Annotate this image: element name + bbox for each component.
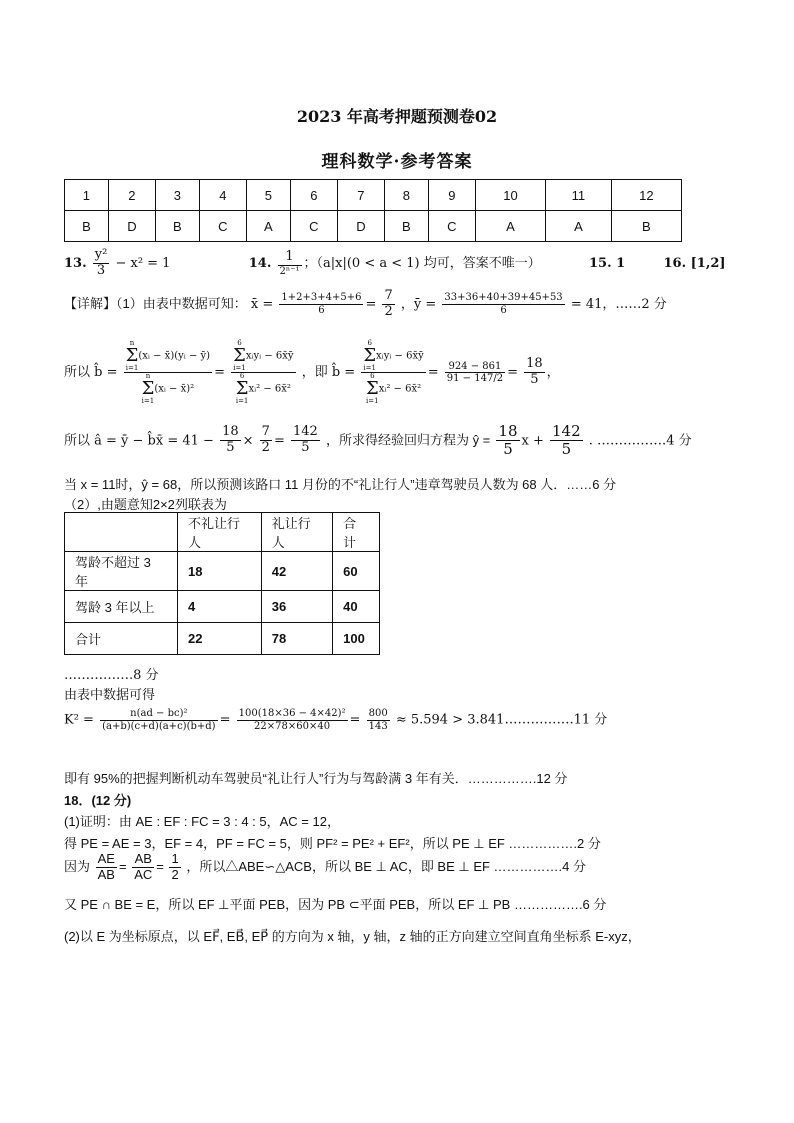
answer-number: 3 — [155, 180, 199, 211]
answer-choice: A — [546, 211, 612, 242]
table-header-cell — [65, 513, 178, 552]
so-label: 所以 — [64, 364, 91, 379]
solution-line-1: 【详解】（1）由表中数据可知： x̄ = $\frac{1+2+3+4+5+6}{6}$ = $\frac{7}{2}$ ，ȳ = $\frac{33+36+40+39+45+53}{6}$ = 41，……2 分 — [64, 288, 667, 319]
q14-label: 14. — [248, 255, 272, 271]
proof-line-3 — [64, 852, 586, 883]
contingency-table — [64, 512, 380, 655]
solution-line-2: 所以 b̂ = n Σ i=1 (xᵢ − x̄)(yᵢ − ȳ) n Σ i=1 (xᵢ − x̄)² = 6 Σ i=1 xᵢyᵢ − 6x̄ȳ 6 Σ i=1 xᵢ² − 6x̄² ，即 b̂ = 6 Σ i=1 xᵢyᵢ − 6x̄ȳ 6 Σ i=1 xᵢ² − 6x̄² = $\frac{924 - 861}{91 - 147/2}$ = $\frac{18}{5}$ ， — [64, 339, 560, 405]
b-fraction-1 — [124, 340, 212, 405]
similar-triangles-text: ，所以△ABE∽△ACB，所以 BE ⊥ AC，即 BE ⊥ EF …………….4 分 — [186, 858, 586, 874]
sigma-sum: 6 Σ i=1 — [235, 372, 249, 405]
table-row — [65, 623, 380, 655]
times: × — [242, 433, 254, 449]
sigma-sum: n Σ i=1 — [125, 339, 139, 372]
xbar-numerator: 1+2+3+4+5+6 — [281, 292, 362, 304]
answer-number: 1 — [65, 180, 109, 211]
k2-label: K² = — [64, 712, 94, 728]
a-frac-1: $\frac{18}{5}$ — [222, 424, 239, 456]
xbar-label: x̄ = — [250, 296, 274, 312]
b-frac2-num: 6 Σ i=1 xᵢyᵢ − 6x̄ȳ — [233, 339, 294, 372]
equals: = — [156, 858, 164, 874]
answer-choice: D — [108, 211, 155, 242]
answer-number: 2 — [108, 180, 155, 211]
comma: ， — [546, 365, 560, 380]
ybar-numerator: 33+36+40+39+45+53 — [444, 292, 563, 304]
answer-number: 6 — [290, 180, 337, 211]
k2-frac-3: $\frac{800}{143}$ — [368, 708, 388, 732]
a-hat-expr: 所以 â = ȳ − b̂x̄ = 41 − — [64, 433, 214, 449]
answer-choice: B — [611, 211, 681, 242]
q13-rest: − x² = 1 — [111, 255, 171, 271]
b-result — [524, 357, 545, 388]
answer-number: 7 — [337, 180, 384, 211]
question-18-label: 18．(12 分) — [64, 793, 132, 808]
ratio-3: $\frac{1}{2}$ — [171, 851, 179, 882]
row-label: 驾龄 3 年以上 — [65, 591, 178, 623]
answer-number: 12 — [611, 180, 681, 211]
b-frac2-den: 6 Σ i=1 xᵢ² − 6x̄² — [235, 372, 291, 405]
table-header-cell: 合计 — [333, 513, 380, 552]
table-header-cell: 不礼让行人 — [178, 513, 262, 552]
answer-choice: D — [337, 211, 384, 242]
proof-line-4: 又 PE ∩ BE = E，所以 EF ⊥平面 PEB，因为 PB ⊂平面 PEB，所以 EF ⊥ PB …………….6 分 — [64, 897, 607, 912]
reg-frac-2: $\frac{142}{5}$ — [552, 422, 581, 459]
answer-choice: C — [199, 211, 246, 242]
table-cell: 4 — [178, 591, 262, 623]
answer-choice: A — [246, 211, 290, 242]
k2-frac-2: $\frac{\text{100(18×36 − 4×42)²}}{22\times 78\times 60\times 40}$ — [238, 708, 346, 732]
detail-label: 【详解】（1）由表中数据可知： — [64, 295, 247, 311]
b-fraction-3 — [361, 340, 425, 405]
k2-frac-1: $\frac{\text{n(ad − bc)²}}{(a+b)(c+d)(a+c)(b+d)}$ — [102, 708, 216, 732]
answer-number: 4 — [199, 180, 246, 211]
reg-frac-1: $\frac{18}{5}$ — [498, 422, 518, 459]
proof-line-2: 得 PE = AE = 3，EF = 4，PF = FC = 5，则 PF² = PE² + EF²，所以 PE ⊥ EF …………….2 分 — [64, 836, 601, 851]
k2-result: ≈ 5.594 > 3.841…………….11 分 — [395, 712, 608, 728]
q13-numerator: y² — [94, 247, 108, 262]
b-result-num: 18 — [526, 356, 543, 372]
answer-choice: C — [428, 211, 475, 242]
sigma-sum: n Σ i=1 — [141, 372, 155, 405]
answer-number: 8 — [384, 180, 428, 211]
q14-numerator: 1 — [278, 250, 302, 266]
q13-fraction — [93, 248, 110, 279]
equals: = — [273, 433, 285, 449]
answer-number-row — [65, 180, 682, 211]
ybar-label: ，ȳ = — [400, 296, 437, 312]
equals: = — [349, 712, 361, 728]
derive-text: 由表中数据可得 — [64, 687, 156, 702]
xbar-denominator: 6 — [318, 304, 325, 316]
q14-denominator: 2ⁿ⁻¹ — [279, 265, 300, 277]
b-fraction-4 — [445, 361, 505, 385]
table-cell: 60 — [333, 552, 380, 591]
table-row — [65, 591, 380, 623]
regression-text: ，所求得经验回归方程为 ŷ = — [325, 432, 491, 448]
table-cell: 18 — [178, 552, 262, 591]
answer-number: 11 — [546, 180, 612, 211]
b-frac4-num: 924 − 861 — [445, 361, 505, 374]
b-result-den: 5 — [530, 372, 539, 387]
answer-choice-row — [65, 211, 682, 242]
row-label: 驾龄不超过 3 年 — [65, 552, 178, 591]
solution-line-5: （2）,由题意知2×2列联表为 — [64, 497, 227, 512]
q13-denominator: 3 — [96, 262, 106, 278]
document-subtitle: 理科数学·参考答案 — [321, 152, 473, 172]
xbar-result-den: 2 — [384, 303, 393, 319]
equals: = — [219, 712, 231, 728]
q16-answer: 16. [1,2] — [663, 255, 726, 271]
proof-line-1: (1)证明：由 AE : EF : FC = 3 : 4 : 5，AC = 12， — [64, 814, 340, 829]
answer-choice: B — [155, 211, 199, 242]
q13-label: 13. — [64, 255, 87, 271]
fill-in-answers — [64, 248, 726, 279]
q14-fraction — [278, 250, 302, 277]
equals: = — [118, 858, 127, 874]
sigma-sum: 6 Σ i=1 — [363, 339, 377, 372]
q14-text: ；（a|x|(0 < a < 1) 均可，答案不唯一） — [303, 255, 541, 271]
answer-choice: B — [65, 211, 109, 242]
x-plus: x + — [521, 433, 544, 449]
a-frac-3: $\frac{142}{5}$ — [292, 424, 318, 456]
conclusion-text: 即有 95%的把握判断机动车驾驶员“礼让行人”行为与驾龄满 3 年有关．…………….12 分 — [64, 771, 568, 786]
score-4: . …………….4 分 — [588, 433, 692, 449]
k2-formula — [64, 708, 607, 732]
ratio-2: $\frac{AB}{AC}$ — [134, 851, 153, 882]
row-label: 合计 — [65, 623, 178, 655]
xbar-result-num: 7 — [384, 288, 393, 303]
sigma-sum: 6 Σ i=1 — [233, 339, 246, 372]
table-cell: 100 — [333, 623, 380, 655]
answer-number: 9 — [428, 180, 475, 211]
answer-choice: C — [290, 211, 337, 242]
table-header-cell: 礼让行人 — [261, 513, 332, 552]
b-hat-again: ，即 b̂ = — [301, 365, 356, 380]
because-label: 因为 — [64, 858, 91, 874]
solution-line-3 — [64, 423, 692, 459]
b-fraction-2 — [231, 340, 295, 405]
sigma-sum: 6 Σ i=1 — [365, 372, 379, 405]
ratio-1: $\frac{AE}{AB}$ — [97, 851, 115, 882]
b-frac3-den: 6 Σ i=1 xᵢ² − 6x̄² — [365, 372, 422, 405]
a-frac-2: $\frac{7}{2}$ — [261, 424, 270, 456]
table-cell: 42 — [261, 552, 332, 591]
table-cell: 78 — [261, 623, 332, 655]
solution-line-4: 当 x = 11时，ŷ = 68，所以预测该路口 11 月份的不“礼让行人”违章驾驶员人数为 68 人．……6 分 — [64, 477, 617, 492]
b-frac1-den: n Σ i=1 (xᵢ − x̄)² — [141, 372, 195, 405]
xbar-fraction — [279, 292, 363, 316]
xbar-result — [382, 289, 394, 320]
answer-choice: B — [384, 211, 428, 242]
ybar-fraction — [442, 292, 564, 316]
document-title: 2023 年高考押题预测卷02 — [296, 107, 498, 126]
answer-choice: A — [475, 211, 545, 242]
score-8: …………….8 分 — [64, 668, 159, 683]
table-cell: 36 — [261, 591, 332, 623]
answer-table — [64, 179, 682, 242]
b-hat: b̂ = — [94, 365, 118, 380]
table-header-row — [65, 513, 380, 552]
b-frac1-num: n Σ i=1 (xᵢ − x̄)(yᵢ − ȳ) — [125, 339, 211, 372]
ybar-denominator: 6 — [500, 304, 507, 316]
answer-number: 5 — [246, 180, 290, 211]
table-cell: 40 — [333, 591, 380, 623]
b-frac3-num: 6 Σ i=1 xᵢyᵢ − 6x̄ȳ — [363, 339, 424, 372]
table-cell: 22 — [178, 623, 262, 655]
answer-number: 10 — [475, 180, 545, 211]
ybar-result: = 41，……2 分 — [570, 296, 667, 312]
proof-line-5: (2)以 E 为坐标原点，以 EF⃗, EB⃗, EP⃗ 的方向为 x 轴，y 轴，z 轴的正方向建立空间直角坐标系 E-xyz， — [64, 929, 641, 944]
b-frac4-den: 91 − 147/2 — [446, 373, 504, 384]
table-row — [65, 552, 380, 591]
q15-answer: 15. 1 — [589, 255, 626, 271]
